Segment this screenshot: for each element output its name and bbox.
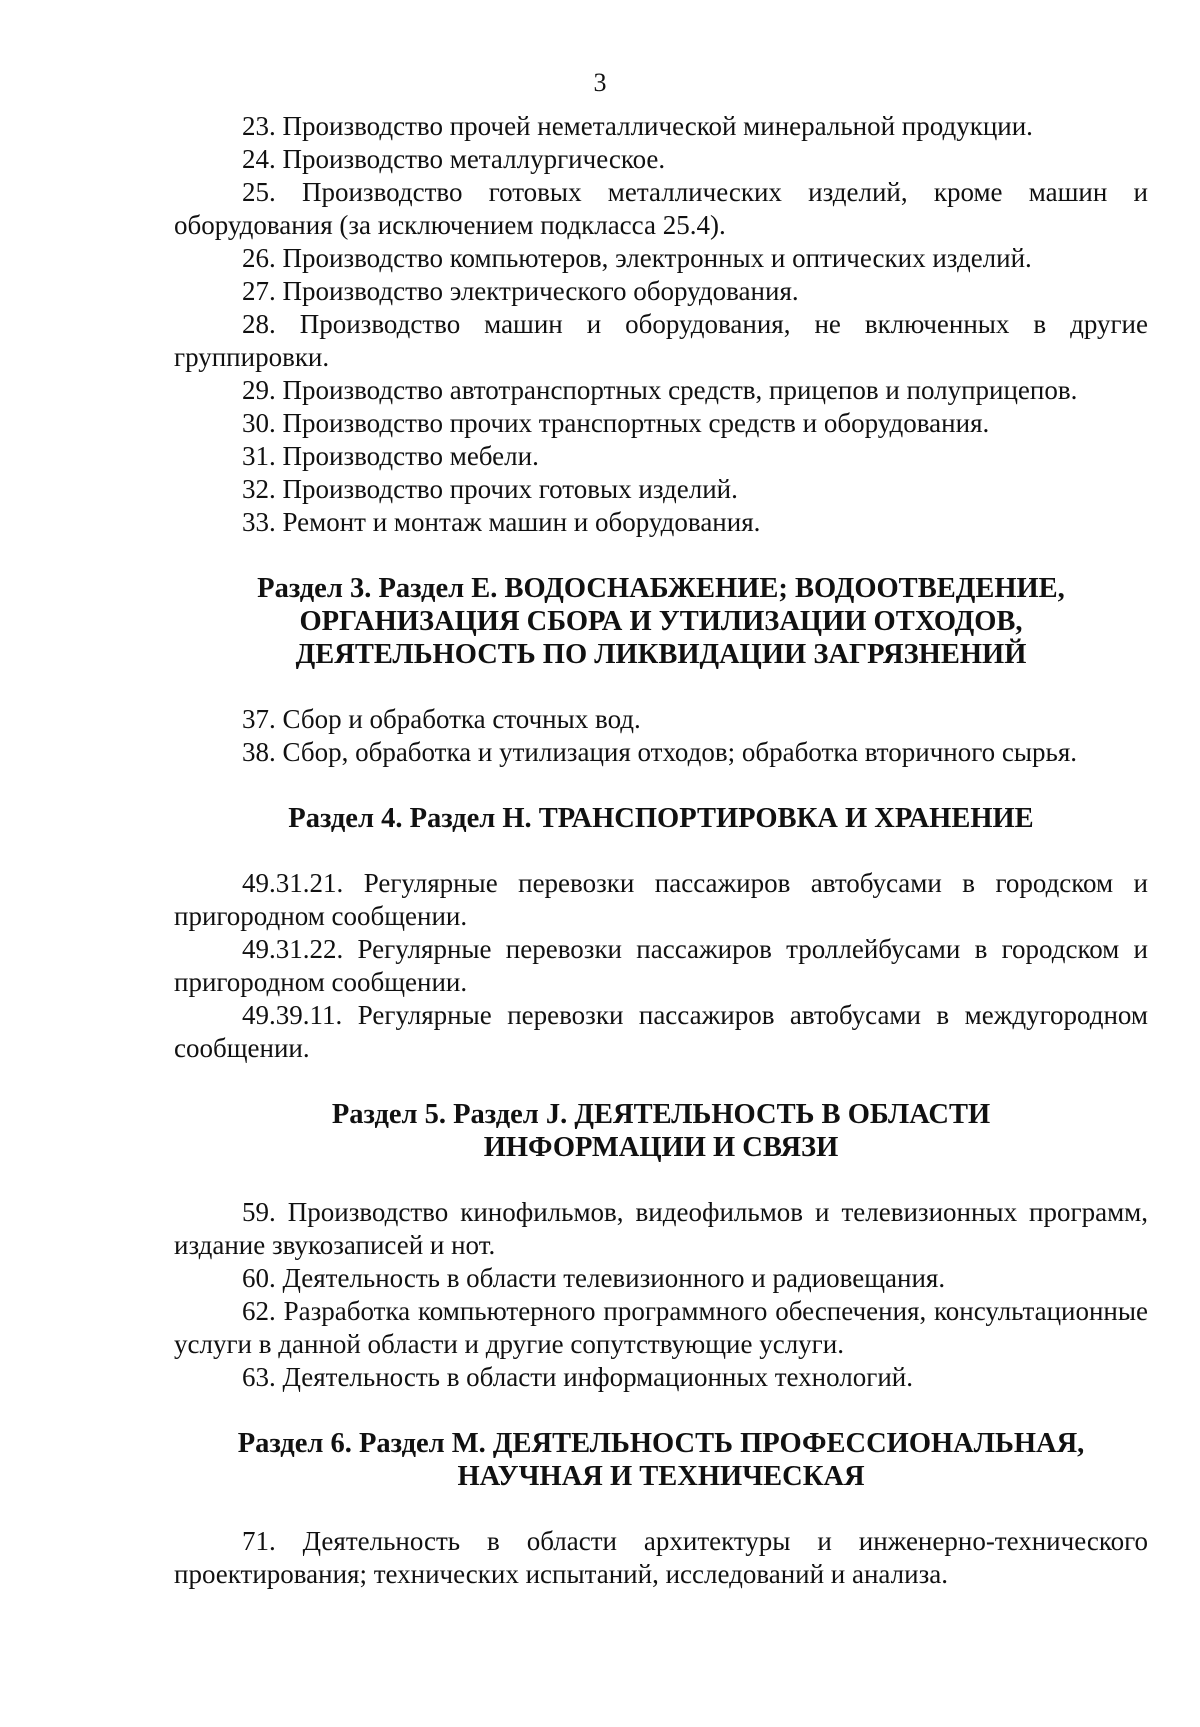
list-item: 23. Производство прочей неметаллической минеральной продукции.	[242, 111, 1033, 141]
list-item: 24. Производство металлургическое.	[242, 144, 666, 174]
list-item: 60. Деятельность в области телевизионного и радиовещания.	[242, 1263, 946, 1293]
document-body	[174, 110, 1148, 1591]
list-item: 63. Деятельность в области информационных технологий.	[242, 1362, 913, 1392]
page-number: 3	[593, 68, 607, 97]
section-heading-line: ДЕЯТЕЛЬНОСТЬ ПО ЛИКВИДАЦИИ ЗАГРЯЗНЕНИЙ	[295, 639, 1027, 670]
list-item: 30. Производство прочих транспортных средств и оборудования.	[242, 408, 990, 438]
list-item: 37. Сбор и обработка сточных вод.	[242, 704, 641, 734]
list-item: 26. Производство компьютеров, электронных и оптических изделий.	[242, 243, 1032, 273]
list-item: 27. Производство электрического оборудования.	[242, 276, 799, 306]
list-item: 38. Сбор, обработка и утилизация отходов; обработка вторичного сырья.	[242, 737, 1077, 767]
list-item: 33. Ремонт и монтаж машин и оборудования.	[242, 507, 761, 537]
list-item: 49.31.21. Регулярные перевозки пассажиров автобусами в городском и пригородном сообщении.	[174, 868, 1148, 931]
section-heading-line: Раздел 5. Раздел J. ДЕЯТЕЛЬНОСТЬ В ОБЛАСТИ	[331, 1099, 991, 1130]
list-item: 59. Производство кинофильмов, видеофильмов и телевизионных программ, издание звукозаписей и нот.	[174, 1197, 1148, 1260]
list-item: 28. Производство машин и оборудования, не включенных в другие группировки.	[174, 309, 1148, 372]
section-heading-line: ОРГАНИЗАЦИЯ СБОРА И УТИЛИЗАЦИИ ОТХОДОВ,	[299, 606, 1023, 637]
section-heading-line: Раздел 6. Раздел M. ДЕЯТЕЛЬНОСТЬ ПРОФЕССИОНАЛЬНАЯ,	[237, 1428, 1085, 1459]
section-3-heading	[174, 572, 1148, 671]
section-heading-line: ИНФОРМАЦИИ И СВЯЗИ	[483, 1132, 839, 1163]
section-heading-line: Раздел 3. Раздел E. ВОДОСНАБЖЕНИЕ; ВОДООТВЕДЕНИЕ,	[257, 573, 1065, 604]
list-item: 29. Производство автотранспортных средств, прицепов и полуприцепов.	[242, 375, 1078, 405]
section-heading-line: НАУЧНАЯ И ТЕХНИЧЕСКАЯ	[457, 1461, 865, 1492]
list-item: 62. Разработка компьютерного программного обеспечения, консультационные услуги в данной области и другие сопутствующие услуги.	[174, 1296, 1148, 1359]
section-6-heading	[174, 1427, 1148, 1493]
list-item: 32. Производство прочих готовых изделий.	[242, 474, 738, 504]
list-item: 49.39.11. Регулярные перевозки пассажиров автобусами в междугородном сообщении.	[174, 1000, 1148, 1063]
section-5-heading	[174, 1098, 1148, 1164]
section-4-heading	[174, 802, 1148, 835]
list-item: 71. Деятельность в области архитектуры и инженерно-технического проектирования; технических испытаний, исследований и анализа.	[174, 1526, 1148, 1589]
list-item: 49.31.22. Регулярные перевозки пассажиров троллейбусами в городском и пригородном сообщении.	[174, 934, 1148, 997]
list-item: 31. Производство мебели.	[242, 441, 539, 471]
section-heading-line: Раздел 4. Раздел H. ТРАНСПОРТИРОВКА И ХРАНЕНИЕ	[288, 803, 1034, 834]
list-item: 25. Производство готовых металлических изделий, кроме машин и оборудования (за исключением подкласса 25.4).	[174, 177, 1148, 240]
